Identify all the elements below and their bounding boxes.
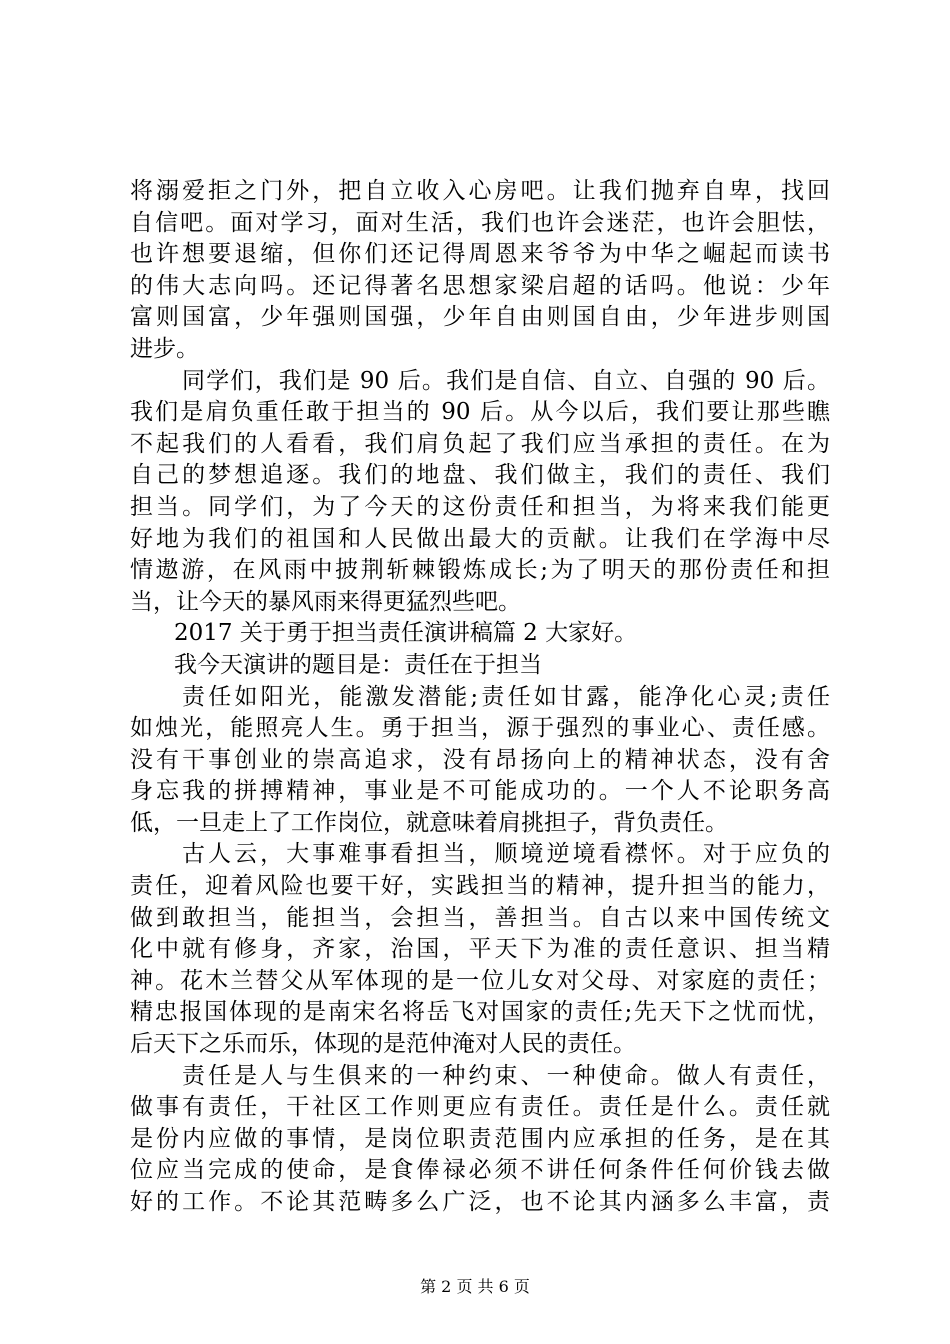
text-line: 的伟大志向吗。还记得著名思想家梁启超的话吗。他说：少年: [130, 272, 830, 299]
text-line: 自己的梦想追逐。我们的地盘、我们做主，我们的责任、我们: [130, 462, 830, 489]
text-line: 做事有责任，干社区工作则更应有责任。责任是什么。责任就: [130, 1094, 830, 1121]
page-number-footer: 第 2 页 共 6 页: [420, 1277, 530, 1296]
text-line: 后天下之乐而乐，体现的是范仲淹对人民的责任。: [130, 1031, 636, 1058]
text-line: 我们是肩负重任敢于担当的 90 后。从今以后，我们要让那些瞧: [130, 399, 830, 426]
text-line: 是份内应做的事情，是岗位职责范围内应承担的任务，是在其: [130, 1125, 830, 1152]
text-line: 没有干事创业的崇高追求，没有昂扬向上的精神状态，没有舍: [130, 746, 830, 773]
text-line: 富则国富，少年强则国强，少年自由则国自由，少年进步则国: [130, 304, 830, 331]
text-line: 同学们，我们是 90 后。我们是自信、自立、自强的 90 后。: [182, 367, 830, 394]
text-line: 低，一旦走上了工作岗位，就意味着肩挑担子，背负责任。: [130, 809, 728, 836]
text-line: 担当。同学们，为了今天的这份责任和担当，为将来我们能更: [130, 493, 830, 520]
text-line: 古人云，大事难事看担当，顺境逆境看襟怀。对于应负的: [182, 841, 830, 868]
text-line: 做到敢担当，能担当，会担当，善担当。自古以来中国传统文: [130, 904, 830, 931]
text-line: 好地为我们的祖国和人民做出最大的贡献。让我们在学海中尽: [130, 525, 830, 552]
text-line: 将溺爱拒之门外，把自立收入心房吧。让我们抛弃自卑，找回: [130, 178, 830, 204]
section-heading: 2017 关于勇于担当责任演讲稿篇 2 大家好。: [174, 620, 638, 647]
text-line: 责任如阳光，能激发潜能;责任如甘露，能净化心灵;责任: [182, 683, 830, 710]
text-line: 也许想要退缩，但你们还记得周恩来爷爷为中华之崛起而读书: [130, 241, 830, 268]
text-line: 如烛光，能照亮人生。勇于担当，源于强烈的事业心、责任感。: [130, 715, 830, 742]
text-line: 精忠报国体现的是南宋名将岳飞对国家的责任;先天下之忧而忧，: [130, 999, 830, 1026]
text-line: 位应当完成的使命，是食俸禄必须不讲任何条件任何价钱去做: [130, 1157, 830, 1184]
text-line: 情遨游，在风雨中披荆斩棘锻炼成长;为了明天的那份责任和担: [130, 557, 830, 584]
text-line: 不起我们的人看看，我们肩负起了我们应当承担的责任。在为: [130, 430, 830, 457]
text-line: 责任，迎着风险也要干好，实践担当的精神，提升担当的能力，: [130, 873, 830, 900]
text-line: 身忘我的拼搏精神，事业是不可能成功的。一个人不论职务高: [130, 778, 830, 805]
text-line: 化中就有修身，齐家，治国，平天下为准的责任意识、担当精: [130, 936, 830, 963]
text-line: 进步。: [130, 335, 199, 362]
text-line: 好的工作。不论其范畴多么广泛，也不论其内涵多么丰富，责: [130, 1189, 830, 1215]
text-line: 责任是人与生俱来的一种约束、一种使命。做人有责任，: [182, 1062, 830, 1089]
text-line: 自信吧。面对学习，面对生活，我们也许会迷茫，也许会胆怯，: [130, 209, 830, 236]
text-line: 神。花木兰替父从军体现的是一位儿女对父母、对家庭的责任；: [130, 967, 830, 994]
body-text: [130, 176, 830, 1219]
speech-title-line: 我今天演讲的题目是：责任在于担当: [174, 651, 542, 678]
text-line: 当，让今天的暴风雨来得更猛烈些吧。: [130, 588, 521, 615]
